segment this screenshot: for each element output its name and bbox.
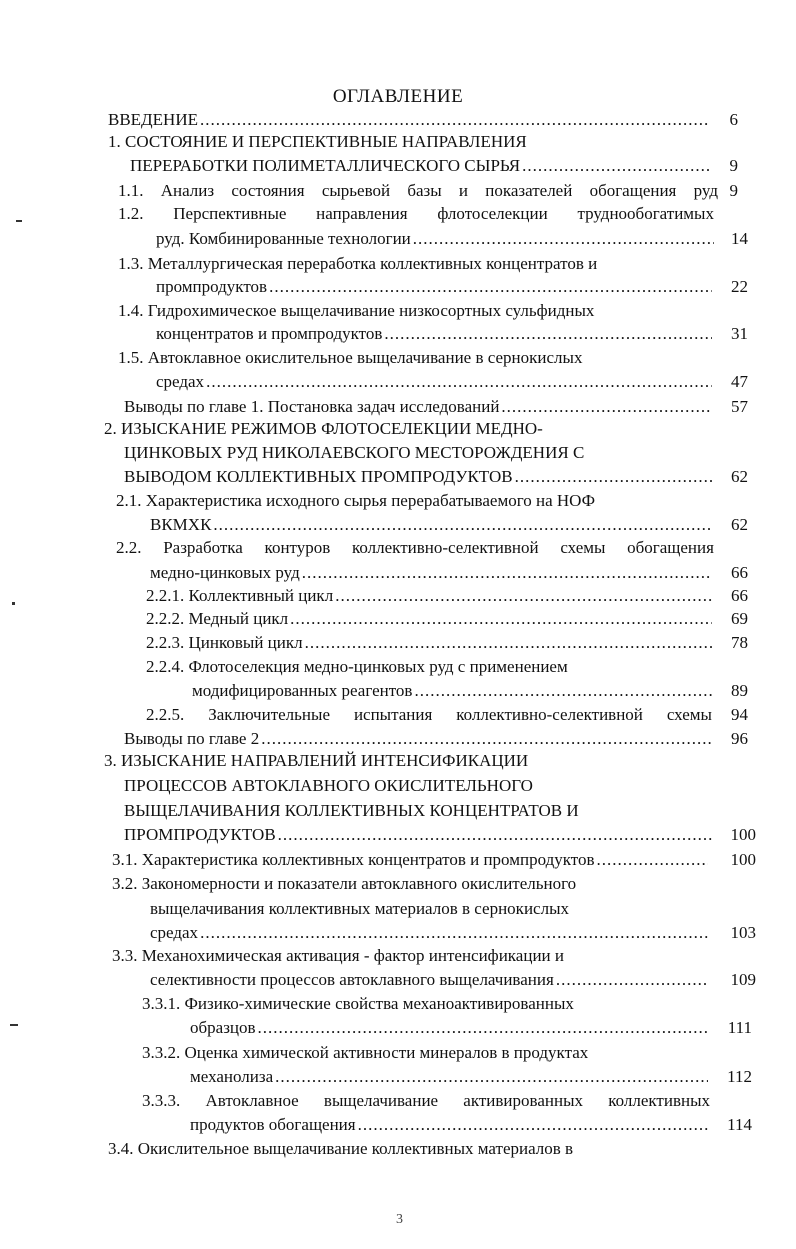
- toc-word: обогащения: [589, 181, 677, 200]
- toc-line: ВКМХК .....: [150, 514, 714, 536]
- toc-page: 22: [731, 277, 748, 296]
- toc-line: ВЫЩЕЛАЧИВАНИЯ КОЛЛЕКТИВНЫХ КОНЦЕНТРАТОВ И: [124, 801, 579, 820]
- toc-page: 57: [731, 397, 748, 416]
- toc-line: Выводы по главе 1. Постановка задач исследований .....: [124, 396, 714, 418]
- toc-page: 109: [730, 970, 756, 989]
- toc-line: механолиза .....: [190, 1066, 710, 1088]
- toc-page: 9: [729, 181, 738, 200]
- toc-line: выщелачивания коллективных материалов в сернокислых: [150, 899, 569, 918]
- toc-word: 1.1.: [118, 181, 144, 200]
- toc-page: 112: [727, 1067, 752, 1086]
- toc-line: 1.3. Металлургическая переработка коллективных концентратов и: [118, 254, 598, 273]
- toc-line: [118, 203, 714, 225]
- toc-line: 3.3.1. Физико-химические свойства механоактивированных: [142, 994, 574, 1013]
- toc-line: 3.3.2. Оценка химической активности минералов в продуктах: [142, 1043, 589, 1062]
- toc-line: Выводы по главе 2 .....: [124, 728, 714, 750]
- toc-line: руд. Комбинированные технологии .....: [156, 228, 716, 250]
- toc-line: образцов .....: [190, 1017, 710, 1039]
- toc-line: средах .....: [156, 371, 714, 393]
- scan-mark: [16, 220, 22, 222]
- toc-line: 2. ИЗЫСКАНИЕ РЕЖИМОВ ФЛОТОСЕЛЕКЦИИ МЕДНО-: [104, 419, 543, 438]
- toc-line: ЦИНКОВЫХ РУД НИКОЛАЕВСКОГО МЕСТОРОЖДЕНИЯ С: [124, 443, 585, 462]
- toc-word: схемы: [560, 538, 606, 557]
- toc-word: 3.3.3.: [142, 1091, 181, 1110]
- toc-line: средах .....: [150, 922, 710, 944]
- toc-word: базы: [407, 181, 442, 200]
- toc-page: 78: [731, 633, 748, 652]
- toc-page: 69: [731, 609, 748, 628]
- toc-word: активированных: [463, 1091, 583, 1110]
- toc-word: коллективных: [608, 1091, 710, 1110]
- toc-word: испытания: [353, 705, 433, 724]
- toc-page: 62: [731, 515, 748, 534]
- toc-page: 100: [730, 825, 756, 844]
- toc-line: 2.2.2. Медный цикл .....: [146, 608, 714, 630]
- toc-page: 6: [729, 110, 738, 129]
- toc-word: Перспективные: [173, 204, 287, 223]
- toc-word: коллективно-селективной: [456, 705, 643, 724]
- toc-word: выщелачивание: [323, 1091, 439, 1110]
- toc-word: 2.2.: [116, 538, 142, 557]
- toc-page: 62: [731, 467, 748, 486]
- toc-page: 100: [730, 850, 756, 869]
- scan-mark: [12, 602, 15, 605]
- toc-word: 2.2.5.: [146, 705, 185, 724]
- toc-word: показателей: [485, 181, 573, 200]
- toc-word: коллективно-селективной: [351, 538, 539, 557]
- toc-line: 2.2.1. Коллективный цикл .....: [146, 585, 714, 607]
- toc-word: состояния: [231, 181, 305, 200]
- toc-word: Заключительные: [208, 705, 330, 724]
- toc-page: 89: [731, 681, 748, 700]
- toc-word: направления: [316, 204, 408, 223]
- toc-page: 14: [731, 229, 748, 248]
- toc-page: 66: [731, 586, 748, 605]
- toc-line: модифицированных реагентов .....: [192, 680, 714, 702]
- toc-page: 111: [727, 1018, 752, 1037]
- toc-line: 3.3. Механохимическая активация - фактор интенсификации и: [112, 946, 564, 965]
- toc-line: 1.4. Гидрохимическое выщелачивание низкосортных сульфидных: [118, 301, 595, 320]
- page-number: 3: [396, 1212, 403, 1227]
- toc-line: [142, 1090, 710, 1112]
- page-title: ОГЛАВЛЕНИЕ: [332, 86, 464, 107]
- toc-word: руд: [693, 181, 718, 200]
- toc-line: 1.5. Автоклавное окислительное выщелачивание в сернокислых: [118, 348, 583, 367]
- toc-line: [118, 180, 718, 202]
- toc-line: 1. СОСТОЯНИЕ И ПЕРСПЕКТИВНЫЕ НАПРАВЛЕНИЯ: [108, 132, 527, 151]
- toc-line: [116, 537, 714, 559]
- toc-line: 3.2. Закономерности и показатели автоклавного окислительного: [112, 874, 577, 893]
- toc-line: 2.1. Характеристика исходного сырья перерабатываемого на НОФ: [116, 491, 596, 510]
- toc-line: ВВЕДЕНИЕ .....: [108, 109, 712, 131]
- toc-line: ПРОЦЕССОВ АВТОКЛАВНОГО ОКИСЛИТЕЛЬНОГО: [124, 776, 533, 795]
- toc-page: 31: [731, 324, 748, 343]
- toc-word: и: [458, 181, 469, 200]
- toc-word: флотоселекции: [437, 204, 548, 223]
- toc-word: обогащения: [627, 538, 714, 557]
- toc-line: 2.2.3. Цинковый цикл .....: [146, 632, 714, 654]
- toc-line: [146, 704, 712, 726]
- toc-line: ВЫВОДОМ КОЛЛЕКТИВНЫХ ПРОМПРОДУКТОВ .....: [124, 466, 714, 488]
- toc-word: Автоклавное: [205, 1091, 299, 1110]
- toc-word: труднообогатимых: [577, 204, 714, 223]
- toc-line: ПРОМПРОДУКТОВ .....: [124, 824, 714, 846]
- toc-page: 47: [731, 372, 748, 391]
- toc-word: 1.2.: [118, 204, 144, 223]
- toc-line: продуктов обогащения .....: [190, 1114, 710, 1136]
- toc-word: сырьевой: [321, 181, 391, 200]
- toc-word: Разработка: [163, 538, 243, 557]
- toc-word: Анализ: [160, 181, 215, 200]
- toc-page: 94: [731, 705, 748, 724]
- toc-line: ПЕРЕРАБОТКИ ПОЛИМЕТАЛЛИЧЕСКОГО СЫРЬЯ .....: [130, 155, 712, 177]
- toc-line: концентратов и промпродуктов .....: [156, 323, 714, 345]
- toc-page: 9: [729, 156, 738, 175]
- toc-page: 114: [727, 1115, 752, 1134]
- toc-line: 3. ИЗЫСКАНИЕ НАПРАВЛЕНИЙ ИНТЕНСИФИКАЦИИ: [104, 751, 529, 770]
- toc-word: контуров: [264, 538, 331, 557]
- toc-page: 96: [731, 729, 748, 748]
- toc-line: 2.2.4. Флотоселекция медно-цинковых руд с применением: [146, 657, 568, 676]
- toc-line: промпродуктов .....: [156, 276, 714, 298]
- toc-page: 66: [731, 563, 748, 582]
- toc-word: схемы: [666, 705, 712, 724]
- toc-line: 3.4. Окислительное выщелачивание коллективных материалов в: [108, 1139, 574, 1158]
- toc-line: 3.1. Характеристика коллективных концентратов и промпродуктов .....: [112, 849, 710, 871]
- scan-mark: [10, 1024, 18, 1026]
- toc-page: 103: [730, 923, 756, 942]
- toc-line: селективности процессов автоклавного выщелачивания .....: [150, 969, 710, 991]
- toc-line: медно-цинковых руд .....: [150, 562, 714, 584]
